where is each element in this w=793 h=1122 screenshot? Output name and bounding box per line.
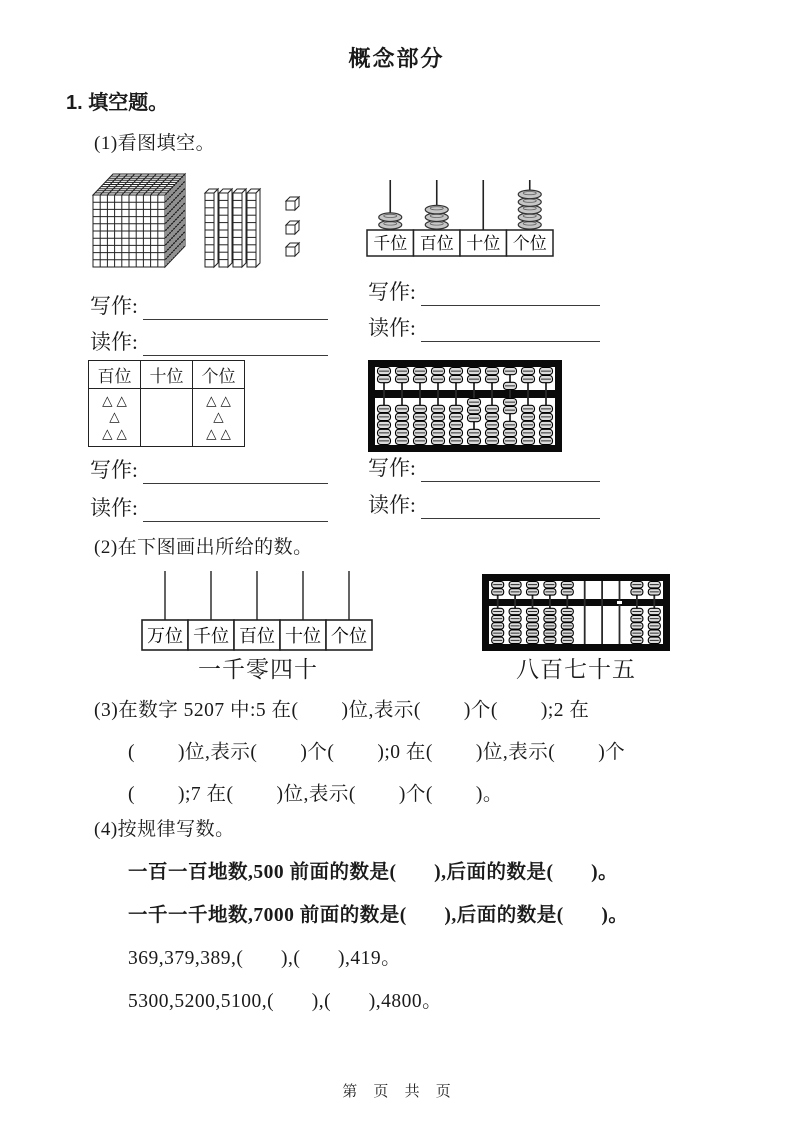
part4-line-4: 5300,5200,5100,( ),( ),4800。 <box>128 991 443 1012</box>
abacus-caption: 八百七十五 <box>516 657 636 682</box>
table-header-hundreds: 百位 <box>89 361 141 389</box>
answer-blank-write-counter[interactable] <box>421 278 600 306</box>
counter-caption: 一千零四十 <box>198 657 318 682</box>
answer-blank-read-counter[interactable] <box>421 314 600 342</box>
write-line-abacus <box>368 452 600 482</box>
empty-counter-figure[interactable] <box>140 568 376 652</box>
svg-text:十位: 十位 <box>285 626 321 646</box>
read-line-counter <box>368 312 600 342</box>
table-cell-ones: △△ △ △△ <box>193 389 245 447</box>
svg-text:个位: 个位 <box>512 234 547 253</box>
write-line-blocks <box>90 290 328 320</box>
table-header-tens: 十位 <box>141 361 193 389</box>
svg-text:万位: 万位 <box>147 626 183 646</box>
answer-blank-read-table[interactable] <box>143 494 328 522</box>
answer-blank-read-abacus[interactable] <box>421 491 600 519</box>
write-label: 写作: <box>368 280 416 304</box>
place-value-counter-figure <box>366 172 578 258</box>
table-header-ones: 个位 <box>193 361 245 389</box>
empty-abacus-figure[interactable] <box>482 574 670 651</box>
read-line-abacus <box>368 489 600 519</box>
part3-line-3: ( );7 在( )位,表示( )个( )。 <box>128 784 503 805</box>
write-line-table <box>90 454 328 484</box>
question-1-heading: 1. 填空题。 <box>66 92 169 114</box>
part2-heading: (2)在下图画出所给的数。 <box>94 537 313 558</box>
part4-heading: (4)按规律写数。 <box>94 819 235 840</box>
read-label: 读作: <box>90 496 138 520</box>
abacus-figure <box>368 360 562 452</box>
answer-blank-write-blocks[interactable] <box>143 292 328 320</box>
answer-blank-read-blocks[interactable] <box>143 328 328 356</box>
base-ten-blocks-figure <box>88 170 303 296</box>
write-label: 写作: <box>368 456 416 480</box>
page-title: 概念部分 <box>348 46 445 71</box>
answer-blank-write-abacus[interactable] <box>421 454 600 482</box>
svg-text:千位: 千位 <box>193 626 229 646</box>
answer-blank-write-table[interactable] <box>143 456 328 484</box>
write-label: 写作: <box>90 458 138 482</box>
triangle-place-value-table <box>88 360 245 447</box>
read-line-table <box>90 492 328 522</box>
table-cell-hundreds: △△ △ △△ <box>89 389 141 447</box>
svg-text:百位: 百位 <box>239 626 275 646</box>
svg-text:个位: 个位 <box>331 626 367 646</box>
read-line-blocks <box>90 326 328 356</box>
svg-text:百位: 百位 <box>419 234 454 253</box>
read-label: 读作: <box>90 330 138 354</box>
part4-line-2: 一千一千地数,7000 前面的数是( ),后面的数是( )。 <box>128 905 629 926</box>
write-label: 写作: <box>90 294 138 318</box>
table-cell-tens <box>141 389 193 447</box>
part1-heading: (1)看图填空。 <box>94 133 216 154</box>
part3-line-1: (3)在数字 5207 中:5 在( )位,表示( )个( );2 在 <box>94 700 590 721</box>
read-label: 读作: <box>368 493 416 517</box>
part3-line-2: ( )位,表示( )个( );0 在( )位,表示( )个 <box>128 742 626 763</box>
svg-text:千位: 千位 <box>373 234 408 253</box>
svg-text:十位: 十位 <box>466 234 501 253</box>
part4-line-3: 369,379,389,( ),( ),419。 <box>128 948 402 969</box>
part4-line-1: 一百一百地数,500 前面的数是( ),后面的数是( )。 <box>128 862 619 883</box>
read-label: 读作: <box>368 316 416 340</box>
write-line-counter <box>368 276 600 306</box>
page-footer: 第 页 共 页 <box>342 1083 451 1100</box>
